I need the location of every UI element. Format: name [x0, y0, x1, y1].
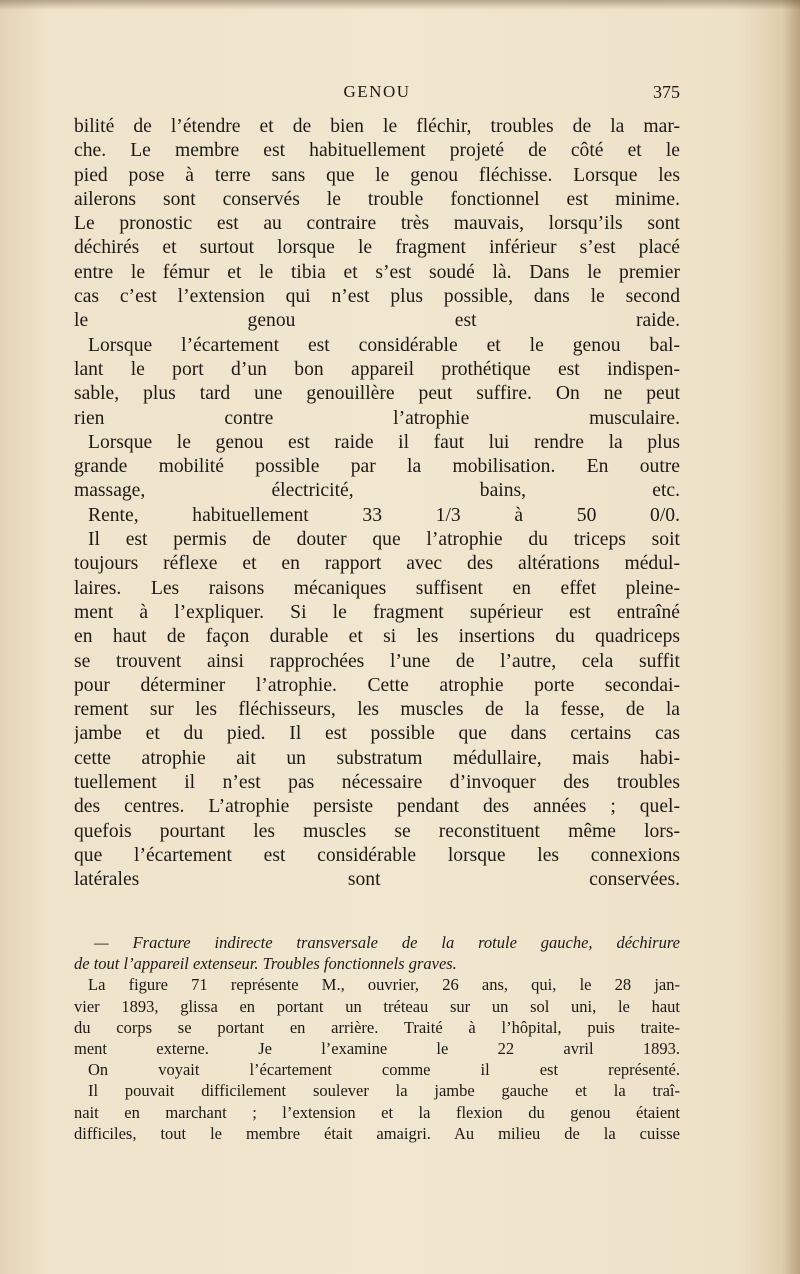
- page-top-edge: [0, 0, 800, 10]
- text-line: tuellement il n’est pas nécessaire d’invoquer des troubles: [74, 772, 680, 794]
- text-line: toujours réflexe et en rapport avec des altérations médul-: [74, 553, 680, 575]
- case-paragraph: [74, 1080, 680, 1144]
- paragraph: [74, 504, 680, 528]
- text-line: se trouvent ainsi rapprochées l’une de l’autre, cela suffit: [74, 650, 680, 672]
- running-title: GENOU: [343, 82, 411, 101]
- text-line: bilité de l’étendre et de bien le fléchir, troubles de la mar-: [74, 116, 680, 137]
- text-line: sable, plus tard une genouillère peut suffire. On ne peut: [74, 383, 680, 405]
- paragraph: [74, 528, 680, 892]
- text-line: Le pronostic est au contraire très mauvais, lorsqu’ils sont: [74, 213, 680, 235]
- text-line: grande mobilité possible par la mobilisation. En outre: [74, 456, 680, 478]
- case-title-line: de tout l’appareil extenseur. Troubles fonctionnels graves.: [74, 954, 457, 974]
- text-line: lant le port d’un bon appareil prothétique est indispen-: [74, 358, 680, 380]
- text-line: jambe et du pied. Il est possible que dans certains cas: [74, 723, 680, 745]
- case-title: [74, 932, 680, 974]
- page-number: 375: [653, 82, 680, 102]
- text-line: en haut de façon durable et si les insertions du quadriceps: [74, 626, 680, 648]
- text-line: La figure 71 représente M., ouvrier, 26 ans, qui, le 28 jan-: [88, 975, 680, 995]
- case-paragraph: [74, 974, 680, 1059]
- text-line: ment externe. Je l’examine le 22 avril 1893.: [74, 1039, 680, 1059]
- text-line: cas c’est l’extension qui n’est plus possible, dans le second: [74, 286, 680, 308]
- text-line: ment à l’expliquer. Si le fragment supérieur est entraîné: [74, 601, 680, 623]
- text-line: massage, électricité, bains, etc.: [74, 480, 680, 502]
- text-line: cette atrophie ait un substratum médullaire, mais habi-: [74, 747, 680, 769]
- paragraph: [74, 431, 680, 504]
- text-line: pied pose à terre sans que le genou fléchisse. Lorsque les: [74, 164, 680, 186]
- text-line: On voyait l’écartement comme il est représenté.: [88, 1060, 680, 1080]
- page-gutter-shadow: [782, 0, 800, 1274]
- text-line: difficiles, tout le membre était amaigri. Au milieu de la cuisse: [74, 1123, 680, 1143]
- case-report: [74, 932, 680, 1144]
- text-line: che. Le membre est habituellement projeté de côté et le: [74, 140, 680, 162]
- case-title-line: — Fracture indirecte transversale de la rotule gauche, déchirure: [94, 933, 680, 952]
- text-line: rien contre l’atrophie musculaire.: [74, 407, 680, 429]
- text-line: Lorsque l’écartement est considérable et le genou bal-: [88, 334, 680, 356]
- text-line: vier 1893, glissa en portant un tréteau sur un sol uni, le haut: [74, 996, 680, 1016]
- text-line: ailerons sont conservés le trouble fonctionnel est minime.: [74, 188, 680, 210]
- text-line: rement sur les fléchisseurs, les muscles de la fesse, de la: [74, 699, 680, 721]
- text-line: Il pouvait difficilement soulever la jambe gauche et la traî-: [88, 1081, 680, 1101]
- text-line: déchirés et surtout lorsque le fragment inférieur s’est placé: [74, 237, 680, 259]
- text-line: latérales sont conservées.: [74, 869, 680, 891]
- main-text: [74, 115, 680, 893]
- case-paragraph: [74, 1059, 680, 1080]
- text-line: des centres. L’atrophie persiste pendant des années ; quel-: [74, 796, 680, 818]
- text-line: que l’écartement est considérable lorsque les connexions: [74, 844, 680, 866]
- page-header: [74, 82, 680, 108]
- text-line: quefois pourtant les muscles se reconstituent même lors-: [74, 820, 680, 842]
- text-line: du corps se portant en arrière. Traité à l’hôpital, puis traite-: [74, 1017, 680, 1037]
- paragraph: [74, 334, 680, 431]
- text-line: pour déterminer l’atrophie. Cette atrophie porte secondai-: [74, 674, 680, 696]
- text-line: entre le fémur et le tibia et s’est soudé là. Dans le premier: [74, 261, 680, 283]
- text-line: laires. Les raisons mécaniques suffisent en effet pleine-: [74, 577, 680, 599]
- text-line: le genou est raide.: [74, 310, 680, 332]
- paragraph: [74, 115, 680, 334]
- text-line: Il est permis de douter que l’atrophie du triceps soit: [88, 529, 680, 551]
- text-line: Rente, habituellement 33 1/3 à 50 0/0.: [88, 504, 680, 526]
- text-line: nait en marchant ; l’extension et la flexion du genou étaient: [74, 1102, 680, 1122]
- text-line: Lorsque le genou est raide il faut lui rendre la plus: [88, 431, 680, 453]
